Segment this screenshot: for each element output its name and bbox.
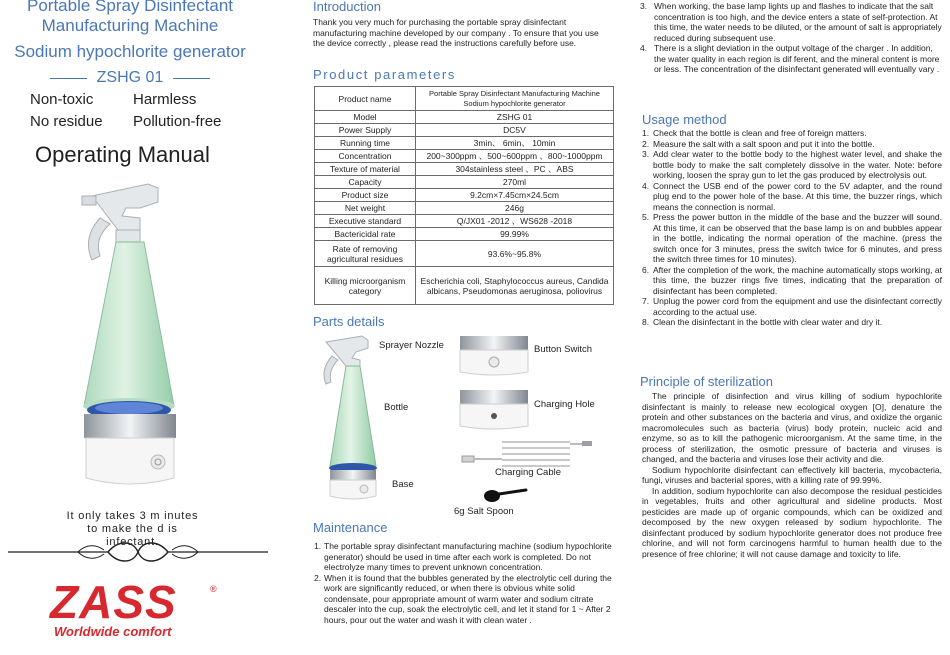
param-value: 246g: [416, 202, 614, 215]
label-sprayer-nozzle: Sprayer Nozzle: [379, 340, 444, 351]
param-value: 3min、 6min、 10min: [416, 137, 614, 150]
param-value: Escherichia coli, Staphylococcus aureus, Candida albicans, Pseudomonas aeruginosa, poliovirus: [416, 267, 614, 305]
registered-mark: ®: [210, 584, 217, 594]
principle-paragraph: Sodium hypochlorite disinfectant can effectively kill bacteria, mycobacteria, fungi, viruses and bacterial spores, with a killing rate of 99.99%.: [642, 464, 942, 485]
list-item: [640, 43, 942, 75]
brand-logo: [48, 578, 228, 640]
section-heading: Maintenance: [313, 520, 388, 535]
ornament-divider: [8, 538, 268, 566]
item-number: 4.: [642, 180, 650, 191]
list-item: [640, 1, 942, 43]
list-item: [642, 317, 942, 328]
item-number: 5.: [642, 212, 650, 222]
list-item: [314, 541, 614, 573]
feature-label: Harmless: [133, 91, 197, 108]
table-row: [315, 137, 614, 150]
label-button-switch: Button Switch: [534, 344, 593, 355]
right-column: [640, 0, 945, 655]
table-row: [315, 267, 614, 305]
param-label: Bactericidal rate: [315, 228, 416, 241]
section-heading: Product parameters: [313, 67, 456, 82]
list-item: [642, 149, 942, 181]
middle-column: [312, 0, 622, 655]
param-value: DC5V: [416, 124, 614, 137]
param-value: Portable Spray Disinfectant Manufacturing Machine Sodium hypochlorite generator: [416, 87, 614, 111]
table-row: [315, 163, 614, 176]
section-heading: Usage method: [642, 112, 727, 127]
feature-label: No residue: [30, 113, 103, 130]
item-number: 3.: [640, 1, 648, 11]
item-number: 1.: [314, 541, 322, 551]
feature-label: Pollution-free: [133, 113, 222, 130]
manual-title: Operating Manual: [35, 142, 210, 167]
table-row: [315, 176, 614, 189]
item-number: 2.: [642, 138, 650, 149]
param-value: 9.2cm×7.45cm×24.5cm: [416, 189, 614, 202]
brand-slogan: Worldwide comfort: [54, 624, 172, 639]
param-value: ZSHG 01: [416, 111, 614, 124]
cover-title-line2: Manufacturing Machine: [41, 16, 219, 35]
table-row: [315, 150, 614, 163]
usage-list: [642, 128, 942, 328]
item-number: 3.: [642, 149, 650, 159]
item-number: 2.: [314, 572, 322, 583]
table-row: [315, 228, 614, 241]
maintenance-continued-list: [640, 1, 942, 75]
item-text: When working, the base lamp lights up and flashes to indicate that the salt concentration is too high, and the device enters a state of self-protection. At this time, the water needs to be diluted, or the amount of salt is appropriately reduced during subsequent use.: [654, 1, 942, 43]
list-item: [314, 573, 614, 626]
item-text: When it is found that the bubbles generated by the electrolytic cell during the work are significantly reduced, or when there is obvious white solid condensate, pour appropriate amount of warm water and sodium citrate descaler into the cup, soak the electrolytic cell, and let it stand for 1 ~ After 2 hours, pour out the water and wash it with clean water .: [324, 572, 612, 625]
item-text: There is a slight deviation in the output voltage of the charger . In addition, the water quality in each region is dif ferent, and the mineral content is more or less. The concentration of the disinfectant generated will eventually vary .: [654, 43, 940, 74]
list-item: [642, 265, 942, 297]
param-label: Rate of removing agricultural residues: [315, 241, 416, 267]
parts-bottle-image: [324, 336, 377, 499]
item-number: 8.: [642, 317, 650, 327]
label-salt-spoon: 6g Salt Spoon: [454, 506, 514, 517]
item-number: 6.: [642, 264, 650, 275]
param-value: 200~300ppm 、500~600ppm 、800~1000ppm: [416, 150, 614, 163]
model-banner: [50, 68, 210, 88]
label-base: Base: [392, 479, 414, 490]
item-number: 1.: [642, 128, 650, 138]
list-item: [642, 128, 942, 139]
param-value: 304stainless steel 、PC 、ABS: [416, 163, 614, 176]
list-item: [642, 139, 942, 150]
model-name: ZSHG 01: [96, 69, 164, 86]
param-value: 93.6%~95.8%: [416, 241, 614, 267]
item-number: 7.: [642, 296, 650, 306]
parts-figure: [312, 326, 622, 522]
table-row: [315, 111, 614, 124]
section-heading: Principle of sterilization: [640, 374, 773, 389]
section-heading: Parts details: [313, 314, 385, 329]
principle-text: [642, 391, 942, 559]
param-value: 270ml: [416, 176, 614, 189]
list-item: [642, 212, 942, 265]
param-label: Product size: [315, 189, 416, 202]
feature-label: Non-toxic: [30, 91, 94, 108]
maintenance-list: [314, 541, 614, 625]
param-label: Product name: [315, 87, 416, 111]
item-text: Measure the salt with a salt spoon and put it into the bottle.: [653, 138, 875, 149]
list-item: [642, 181, 942, 213]
param-label: Power Supply: [315, 124, 416, 137]
item-text: Clean the disinfectant in the bottle with clear water and dry it.: [653, 317, 883, 327]
parameters-table: [314, 86, 614, 305]
param-label: Texture of material: [315, 163, 416, 176]
cover-title-line3: Sodium hypochlorite generator: [14, 42, 246, 61]
parts-spoon-image: [484, 490, 526, 502]
item-text: The portable spray disinfectant manufacturing machine (sodium hypochlorite generator) should be used in time after each work is completed. Do not electrolyze many times to prevent unknown concentration.: [324, 541, 612, 572]
item-text: Press the power button in the middle of the base and the buzzer will sound. At this time, it can be observed that the base lamp is on and bubbles appear in the bottle, indicating the normal operation of the machine. (press the switch once for 3 minutes, press the switch twice for 6 minutes, and press the switch three times for 10 minutes).: [653, 212, 942, 264]
parts-charging-hole-image: [460, 390, 528, 429]
label-charging-hole: Charging Hole: [534, 399, 595, 410]
item-text: Add clear water to the bottle body to the highest water level, and shake the bottle body to make the salt completely dissolve in the water. Note: before working, loosen the spray gun to let the gas produced by electrolysis out.: [653, 149, 942, 180]
table-row: [315, 215, 614, 228]
param-label: Running time: [315, 137, 416, 150]
item-text: Unplug the power cord from the equipment and use the disinfectant correctly according to the actual use.: [653, 296, 942, 317]
item-number: 4.: [640, 43, 648, 53]
table-row: [315, 87, 614, 111]
cover-title-line1: Portable Spray Disinfectant: [27, 0, 233, 15]
item-text: Check that the bottle is clean and free of foreign matters.: [653, 128, 867, 138]
label-bottle: Bottle: [384, 402, 409, 413]
param-label: Killing microorganism category: [315, 267, 416, 305]
param-label: Model: [315, 111, 416, 124]
table-row: [315, 124, 614, 137]
brand-name: ZASS: [50, 578, 177, 628]
divider: [50, 78, 87, 79]
parts-base-image: [460, 336, 528, 375]
param-label: Capacity: [315, 176, 416, 189]
divider: [173, 78, 210, 79]
cover-column: [0, 0, 300, 655]
param-label: Net weight: [315, 202, 416, 215]
item-text: After the completion of the work, the machine automatically stops working, at this time, the buzzer rings five times, indicating that the preparation of disinfectant has been completed.: [653, 264, 942, 296]
param-label: Executive standard: [315, 215, 416, 228]
label-charging-cable: Charging Cable: [495, 467, 562, 478]
section-heading: Introduction: [313, 0, 381, 14]
intro-text: Thank you very much for purchasing the portable spray disinfectant manufacturing machine developed by our company . To ensure that you use the device correctly , please read the instructions carefully before use.: [313, 17, 599, 48]
table-row: [315, 189, 614, 202]
param-value: 99.99%: [416, 228, 614, 241]
item-text: Connect the USB end of the power cord to the 5V adapter, and the round plug end to the power hole of the base. At this time, the buzzer rings, which means the connection is normal.: [653, 180, 942, 212]
param-value: Q/JX01 -2012 、WS628 -2018: [416, 215, 614, 228]
table-row: [315, 241, 614, 267]
tagline: It only takes 3 m inutes to make the d is infectant.: [66, 510, 199, 548]
param-label: Concentration: [315, 150, 416, 163]
product-photo: [70, 178, 190, 493]
list-item: [642, 296, 942, 317]
principle-paragraph: In addition, sodium hypochlorite can also decompose the residual pesticides in vegetables, fruits and other agricultural and sideline products. Most pesticides are made up of organic compounds, which can be oxidized and decomposed by the new oxygen released by sodium hypochlorite. The disinfectant produced by sodium hypochlorite generator does not produce free chlorine, and will not form carcinogens harmful to human health due to the presence of free chlorine; it will not cause damage and toxicity to life.: [642, 485, 942, 559]
table-row: [315, 202, 614, 215]
principle-paragraph: The principle of disinfection and virus killing of sodium hypochlorite disinfectant is mainly to release new ecological oxygen [O], denature the protein and other substances on the bacteria and virus, and oxidize the organic macromolecules such as bacteria (virus) body protein, nucleic acid and enzyme, so as to kill the pathogenic microorganism. At the same time, in the process of sterilization, the osmotic pressure of bacteria and viruses is changed, and the bacteria and viruses lose their activity and die.: [642, 391, 942, 464]
